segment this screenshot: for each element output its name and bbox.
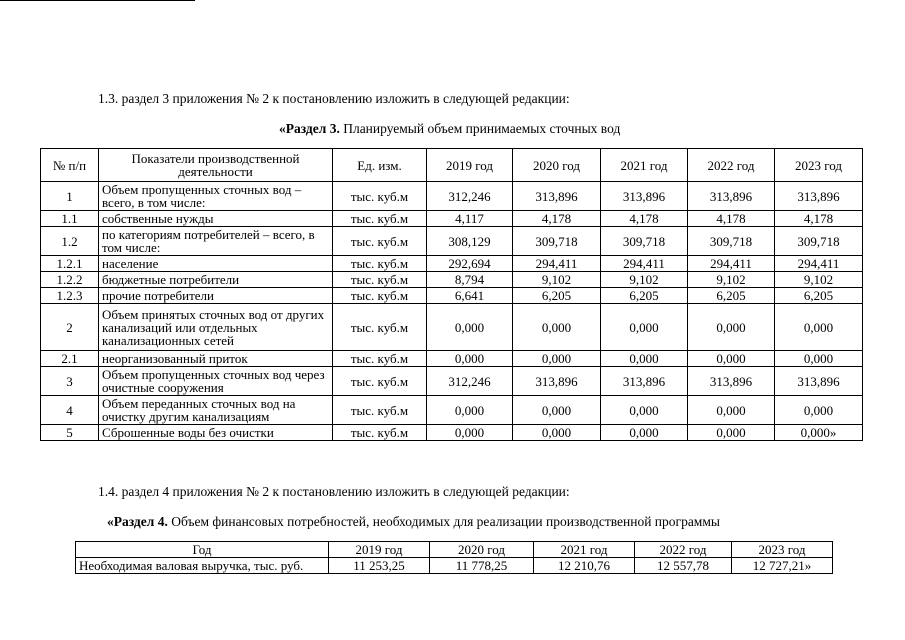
col-header-2021: 2021 год bbox=[601, 149, 688, 182]
row-value-2019: 8,794 bbox=[427, 272, 513, 288]
row-indicator: собственные нужды bbox=[99, 211, 333, 227]
row-value-2022: 294,411 bbox=[688, 256, 775, 272]
row-unit: тыс. куб.м bbox=[333, 351, 427, 367]
row-indicator: неорганизованный приток bbox=[99, 351, 333, 367]
row-value-2021: 12 210,76 bbox=[534, 558, 635, 574]
row-unit: тыс. куб.м bbox=[333, 425, 427, 441]
col-header-year: Год bbox=[76, 542, 329, 558]
col-header-2021: 2021 год bbox=[534, 542, 635, 558]
table-row bbox=[41, 396, 863, 425]
col-header-num: № п/п bbox=[41, 149, 99, 182]
table-row bbox=[41, 351, 863, 367]
table-row bbox=[76, 558, 833, 574]
col-header-2023: 2023 год bbox=[732, 542, 833, 558]
row-value-2019: 0,000 bbox=[427, 351, 513, 367]
row-indicator: Объем пропущенных сточных вод через очистные сооружения bbox=[99, 367, 333, 396]
row-value-2020: 0,000 bbox=[513, 425, 601, 441]
row-num: 1.1 bbox=[41, 211, 99, 227]
table-row bbox=[41, 211, 863, 227]
row-unit: тыс. куб.м bbox=[333, 288, 427, 304]
row-value-2020: 6,205 bbox=[513, 288, 601, 304]
table-row bbox=[41, 256, 863, 272]
row-value-2019: 0,000 bbox=[427, 396, 513, 425]
row-unit: тыс. куб.м bbox=[333, 396, 427, 425]
row-value-2023: 294,411 bbox=[775, 256, 863, 272]
row-value-2019: 6,641 bbox=[427, 288, 513, 304]
row-value-2019: 312,246 bbox=[427, 182, 513, 211]
top-rule bbox=[0, 0, 195, 1]
table-header-row bbox=[76, 542, 833, 558]
row-value-2020: 0,000 bbox=[513, 351, 601, 367]
row-num: 2 bbox=[41, 304, 99, 351]
section-3-heading-bold: «Раздел 3. bbox=[279, 121, 340, 136]
row-indicator: Объем переданных сточных вод на очистку другим канализациям bbox=[99, 396, 333, 425]
wastewater-volume-table bbox=[40, 148, 863, 441]
col-header-2022: 2022 год bbox=[635, 542, 732, 558]
row-value-2022: 0,000 bbox=[688, 304, 775, 351]
row-indicator: Сброшенные воды без очистки bbox=[99, 425, 333, 441]
row-value-2023: 9,102 bbox=[775, 272, 863, 288]
row-value-2021: 313,896 bbox=[601, 182, 688, 211]
row-unit: тыс. куб.м bbox=[333, 182, 427, 211]
row-value-2023: 313,896 bbox=[775, 367, 863, 396]
row-value-2021: 309,718 bbox=[601, 227, 688, 256]
table-row bbox=[41, 227, 863, 256]
row-value-2022: 0,000 bbox=[688, 396, 775, 425]
row-value-2021: 0,000 bbox=[601, 351, 688, 367]
row-value-2023: 0,000 bbox=[775, 396, 863, 425]
row-value-2023: 0,000 bbox=[775, 351, 863, 367]
row-value-2021: 313,896 bbox=[601, 367, 688, 396]
row-value-2021: 0,000 bbox=[601, 304, 688, 351]
row-indicator: население bbox=[99, 256, 333, 272]
row-unit: тыс. куб.м bbox=[333, 272, 427, 288]
table-header-row bbox=[41, 149, 863, 182]
row-value-2022: 0,000 bbox=[688, 351, 775, 367]
row-value-2020: 313,896 bbox=[513, 182, 601, 211]
row-value-2020: 4,178 bbox=[513, 211, 601, 227]
row-value-2022: 6,205 bbox=[688, 288, 775, 304]
section-4-heading-text: Объем финансовых потребностей, необходимых для реализации производственной программы bbox=[167, 514, 720, 529]
col-header-2022: 2022 год bbox=[688, 149, 775, 182]
row-num: 5 bbox=[41, 425, 99, 441]
row-value-2020: 11 778,25 bbox=[430, 558, 534, 574]
row-num: 1.2.2 bbox=[41, 272, 99, 288]
table-row bbox=[41, 182, 863, 211]
row-value-2023: 4,178 bbox=[775, 211, 863, 227]
row-num: 4 bbox=[41, 396, 99, 425]
section-4-heading bbox=[107, 514, 720, 530]
row-num: 1.2 bbox=[41, 227, 99, 256]
col-header-unit: Ед. изм. bbox=[333, 149, 427, 182]
row-indicator: Объем принятых сточных вод от других канализаций или отдельных канализационных сетей bbox=[99, 304, 333, 351]
col-header-2020: 2020 год bbox=[513, 149, 601, 182]
row-unit: тыс. куб.м bbox=[333, 227, 427, 256]
row-value-2020: 313,896 bbox=[513, 367, 601, 396]
col-header-2020: 2020 год bbox=[430, 542, 534, 558]
row-value-2023: 0,000» bbox=[775, 425, 863, 441]
row-value-2020: 0,000 bbox=[513, 396, 601, 425]
row-value-2019: 11 253,25 bbox=[329, 558, 430, 574]
row-value-2022: 309,718 bbox=[688, 227, 775, 256]
row-value-2023: 313,896 bbox=[775, 182, 863, 211]
row-value-2021: 294,411 bbox=[601, 256, 688, 272]
row-value-2023: 6,205 bbox=[775, 288, 863, 304]
row-value-2019: 0,000 bbox=[427, 425, 513, 441]
col-header-2019: 2019 год bbox=[329, 542, 430, 558]
paragraph-1-4: 1.4. раздел 4 приложения № 2 к постановлению изложить в следующей редакции: bbox=[98, 484, 570, 499]
row-value-2020: 0,000 bbox=[513, 304, 601, 351]
row-num: 1 bbox=[41, 182, 99, 211]
row-value-2019: 312,246 bbox=[427, 367, 513, 396]
row-value-2022: 313,896 bbox=[688, 367, 775, 396]
row-value-2019: 292,694 bbox=[427, 256, 513, 272]
row-num: 2.1 bbox=[41, 351, 99, 367]
table-row bbox=[41, 272, 863, 288]
row-value-2022: 12 557,78 bbox=[635, 558, 732, 574]
row-indicator: Необходимая валовая выручка, тыс. руб. bbox=[76, 558, 329, 574]
row-value-2023: 12 727,21» bbox=[732, 558, 833, 574]
table-row bbox=[41, 367, 863, 396]
row-indicator: прочие потребители bbox=[99, 288, 333, 304]
row-value-2022: 313,896 bbox=[688, 182, 775, 211]
row-unit: тыс. куб.м bbox=[333, 367, 427, 396]
row-indicator: бюджетные потребители bbox=[99, 272, 333, 288]
row-value-2020: 309,718 bbox=[513, 227, 601, 256]
row-value-2019: 4,117 bbox=[427, 211, 513, 227]
row-value-2020: 294,411 bbox=[513, 256, 601, 272]
row-value-2023: 309,718 bbox=[775, 227, 863, 256]
col-header-2019: 2019 год bbox=[427, 149, 513, 182]
paragraph-1-3: 1.3. раздел 3 приложения № 2 к постановлению изложить в следующей редакции: bbox=[98, 91, 570, 106]
row-value-2021: 9,102 bbox=[601, 272, 688, 288]
table-row bbox=[41, 288, 863, 304]
row-num: 1.2.3 bbox=[41, 288, 99, 304]
financial-needs-table bbox=[75, 541, 833, 574]
row-value-2022: 0,000 bbox=[688, 425, 775, 441]
row-unit: тыс. куб.м bbox=[333, 304, 427, 351]
row-indicator: Объем пропущенных сточных вод – всего, в том числе: bbox=[99, 182, 333, 211]
row-value-2021: 0,000 bbox=[601, 425, 688, 441]
table-row bbox=[41, 425, 863, 441]
row-value-2021: 0,000 bbox=[601, 396, 688, 425]
section-3-heading-text: Планируемый объем принимаемых сточных вод bbox=[339, 121, 621, 136]
row-unit: тыс. куб.м bbox=[333, 211, 427, 227]
row-value-2019: 308,129 bbox=[427, 227, 513, 256]
section-4-heading-bold: «Раздел 4. bbox=[107, 514, 168, 529]
row-value-2022: 4,178 bbox=[688, 211, 775, 227]
row-indicator: по категориям потребителей – всего, в том числе: bbox=[99, 227, 333, 256]
col-header-2023: 2023 год bbox=[775, 149, 863, 182]
row-value-2020: 9,102 bbox=[513, 272, 601, 288]
row-unit: тыс. куб.м bbox=[333, 256, 427, 272]
row-value-2021: 6,205 bbox=[601, 288, 688, 304]
col-header-indicator: Показатели производственной деятельности bbox=[99, 149, 333, 182]
row-num: 3 bbox=[41, 367, 99, 396]
row-value-2023: 0,000 bbox=[775, 304, 863, 351]
table-row bbox=[41, 304, 863, 351]
row-value-2022: 9,102 bbox=[688, 272, 775, 288]
row-value-2019: 0,000 bbox=[427, 304, 513, 351]
row-value-2021: 4,178 bbox=[601, 211, 688, 227]
section-3-heading bbox=[279, 121, 620, 137]
row-num: 1.2.1 bbox=[41, 256, 99, 272]
